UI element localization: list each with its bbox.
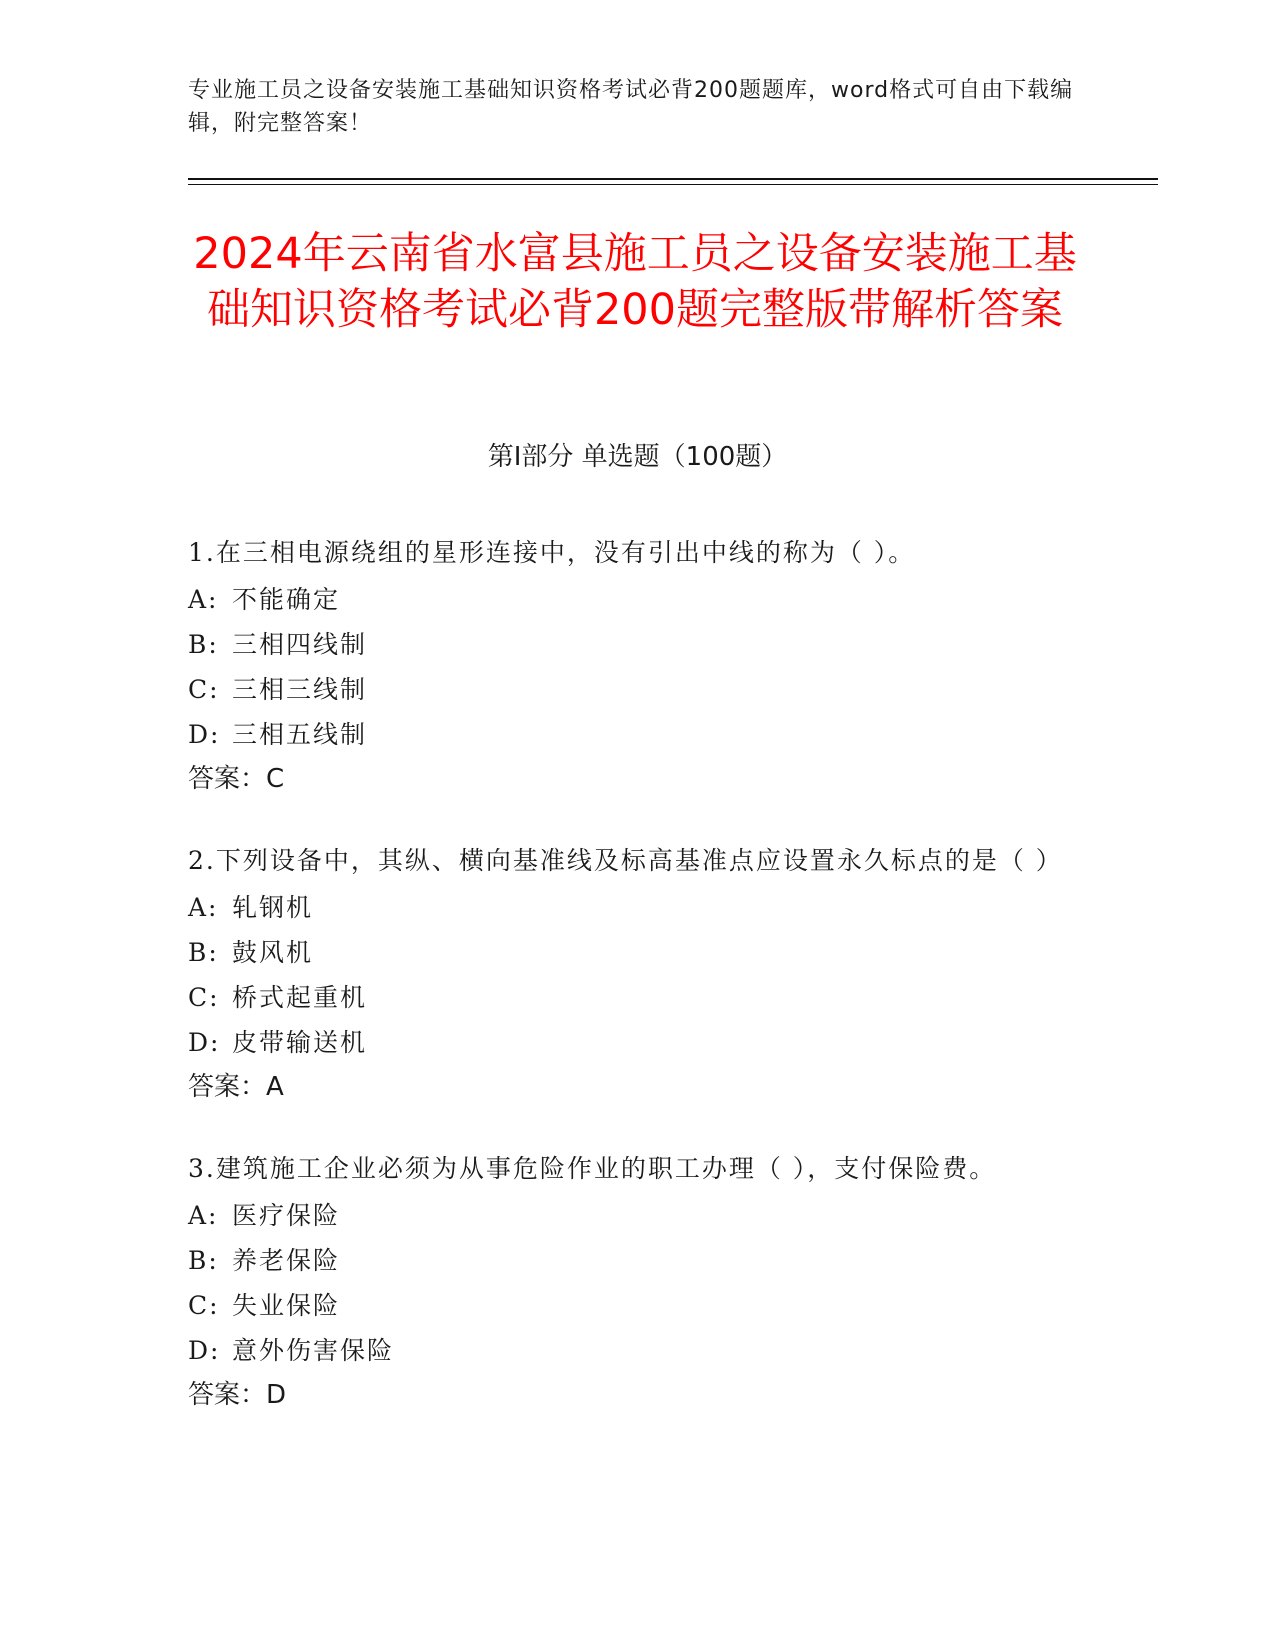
option-d xyxy=(188,1328,1068,1373)
option-letter: D: xyxy=(188,1028,221,1057)
question-1 xyxy=(188,532,1068,802)
option-a xyxy=(188,1193,1068,1238)
option-b xyxy=(188,930,1068,975)
answer-line: 答案：D xyxy=(188,1380,287,1410)
option-letter: D: xyxy=(188,720,221,749)
option-c xyxy=(188,1283,1068,1328)
section-title: 第Ⅰ部分 单选题（100题） xyxy=(487,442,788,472)
option-text: 养老保险 xyxy=(232,1246,341,1275)
header-divider-thick xyxy=(188,178,1158,180)
answer-line: 答案：A xyxy=(188,1072,284,1102)
question-text: 1.在三相电源绕组的星形连接中，没有引出中线的称为（ ）。 xyxy=(188,538,916,567)
option-b xyxy=(188,622,1068,667)
option-letter: C: xyxy=(188,1291,220,1320)
header-divider-thin xyxy=(188,184,1158,185)
option-text: 三相五线制 xyxy=(232,720,368,749)
document-title: 2024年云南省水富县施工员之设备安装施工基础知识资格考试必背200题完整版带解析答案 xyxy=(193,229,1077,335)
header-note: 专业施工员之设备安装施工基础知识资格考试必背200题题库，word格式可自由下载编辑，附完整答案！ xyxy=(188,78,1074,136)
option-text: 医疗保险 xyxy=(232,1201,341,1230)
option-d xyxy=(188,712,1068,757)
option-list xyxy=(188,577,1068,757)
option-text: 轧钢机 xyxy=(232,893,314,922)
option-letter: A: xyxy=(188,585,219,614)
option-letter: C: xyxy=(188,983,220,1012)
option-text: 桥式起重机 xyxy=(232,983,368,1012)
option-c xyxy=(188,975,1068,1020)
option-b xyxy=(188,1238,1068,1283)
option-list xyxy=(188,1193,1068,1373)
option-letter: B: xyxy=(188,630,219,659)
option-letter: B: xyxy=(188,938,219,967)
question-3 xyxy=(188,1148,1068,1418)
option-text: 鼓风机 xyxy=(232,938,314,967)
option-letter: D: xyxy=(188,1336,221,1365)
question-text: 3.建筑施工企业必须为从事危险作业的职工办理（ ），支付保险费。 xyxy=(188,1154,997,1183)
option-text: 意外伤害保险 xyxy=(232,1336,395,1365)
option-d xyxy=(188,1020,1068,1065)
option-text: 三相四线制 xyxy=(232,630,368,659)
option-letter: A: xyxy=(188,1201,219,1230)
option-text: 失业保险 xyxy=(232,1291,341,1320)
option-c xyxy=(188,667,1068,712)
question-list xyxy=(188,532,1068,1456)
option-a xyxy=(188,577,1068,622)
option-a xyxy=(188,885,1068,930)
option-text: 皮带输送机 xyxy=(232,1028,368,1057)
question-2 xyxy=(188,840,1068,1110)
question-text: 2.下列设备中，其纵、横向基准线及标高基准点应设置永久标点的是（ ） xyxy=(188,846,1063,875)
option-list xyxy=(188,885,1068,1065)
option-letter: B: xyxy=(188,1246,219,1275)
option-letter: A: xyxy=(188,893,219,922)
option-letter: C: xyxy=(188,675,220,704)
option-text: 三相三线制 xyxy=(232,675,368,704)
answer-line: 答案：C xyxy=(188,764,285,794)
option-text: 不能确定 xyxy=(232,585,341,614)
